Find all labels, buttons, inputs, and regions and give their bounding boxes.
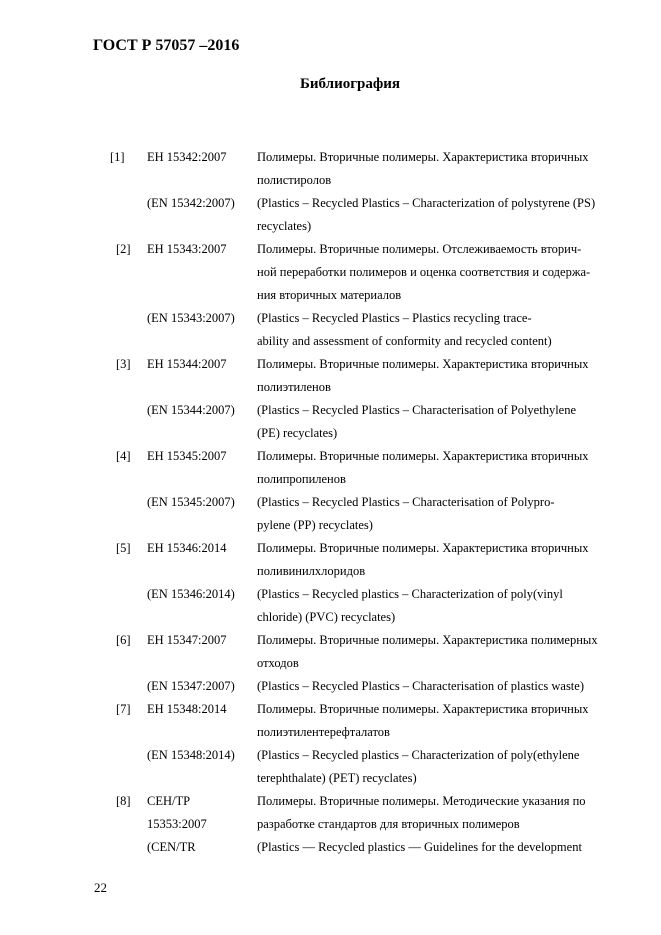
standard-title: Полимеры. Вторичные полимеры. Характеристика вторичных bbox=[257, 541, 589, 555]
entry-line bbox=[0, 537, 661, 560]
entry-line bbox=[0, 353, 661, 376]
entry-line bbox=[0, 192, 661, 215]
entry-number: [4] bbox=[116, 449, 131, 463]
entry-line bbox=[0, 744, 661, 767]
standard-title: полиэтиленов bbox=[257, 380, 331, 394]
standard-code: 15353:2007 bbox=[147, 817, 207, 831]
entry-line bbox=[0, 698, 661, 721]
entry-line bbox=[0, 376, 661, 399]
standard-title: Полимеры. Вторичные полимеры. Характеристика полимерных bbox=[257, 633, 598, 647]
entry-line bbox=[0, 422, 661, 445]
entry-number: [8] bbox=[116, 794, 131, 808]
standard-title: отходов bbox=[257, 656, 299, 670]
document-header: ГОСТ Р 57057 –2016 bbox=[93, 37, 240, 54]
standard-code: (EN 15345:2007) bbox=[147, 495, 235, 509]
standard-code: (EN 15344:2007) bbox=[147, 403, 235, 417]
standard-code: ЕН 15345:2007 bbox=[147, 449, 227, 463]
standard-code: (EN 15346:2014) bbox=[147, 587, 235, 601]
bibliography-list bbox=[0, 146, 661, 859]
entry-line bbox=[0, 238, 661, 261]
standard-code: ЕН 15348:2014 bbox=[147, 702, 227, 716]
standard-title: Полимеры. Вторичные полимеры. Характеристика вторичных bbox=[257, 150, 589, 164]
standard-title: Полимеры. Вторичные полимеры. Отслеживаемость вторич- bbox=[257, 242, 582, 256]
entry-line bbox=[0, 169, 661, 192]
bibliography-entry bbox=[0, 790, 661, 859]
entry-line bbox=[0, 675, 661, 698]
entry-line bbox=[0, 399, 661, 422]
bibliography-entry bbox=[0, 146, 661, 238]
standard-code: ЕН 15346:2014 bbox=[147, 541, 227, 555]
standard-title: (Plastics – Recycled Plastics – Characterisation of Polypro- bbox=[257, 495, 555, 509]
entry-line bbox=[0, 514, 661, 537]
standard-code: СЕН/ТР bbox=[147, 794, 191, 808]
standard-code: ЕН 15342:2007 bbox=[147, 150, 227, 164]
entry-line bbox=[0, 307, 661, 330]
entry-number: [7] bbox=[116, 702, 131, 716]
standard-code: (EN 15348:2014) bbox=[147, 748, 235, 762]
entry-line bbox=[0, 146, 661, 169]
bibliography-entry bbox=[0, 238, 661, 353]
standard-title: (Plastics – Recycled Plastics – Characterization of polystyrene (PS) bbox=[257, 196, 596, 210]
standard-title: разработке стандартов для вторичных полимеров bbox=[257, 817, 520, 831]
entry-line bbox=[0, 445, 661, 468]
standard-title: полистиролов bbox=[257, 173, 332, 187]
standard-title: (Plastics – Recycled plastics – Characterization of poly(ethylene bbox=[257, 748, 580, 762]
standard-title: (Plastics – Recycled plastics – Characterization of poly(vinyl bbox=[257, 587, 563, 601]
entry-line bbox=[0, 560, 661, 583]
entry-line bbox=[0, 468, 661, 491]
entry-line bbox=[0, 813, 661, 836]
entry-line bbox=[0, 330, 661, 353]
bibliography-entry bbox=[0, 698, 661, 790]
entry-number: [1] bbox=[110, 150, 125, 164]
standard-code: (EN 15343:2007) bbox=[147, 311, 235, 325]
standard-title: (Plastics — Recycled plastics — Guidelines for the development bbox=[257, 840, 582, 854]
standard-title: terephthalate) (PET) recyclates) bbox=[257, 771, 417, 785]
standard-title: (Plastics – Recycled Plastics – Plastics recycling trace- bbox=[257, 311, 532, 325]
standard-title: полиэтилентерефталатов bbox=[257, 725, 390, 739]
standard-title: recyclates) bbox=[257, 219, 312, 233]
entry-number: [6] bbox=[116, 633, 131, 647]
standard-title: Полимеры. Вторичные полимеры. Методические указания по bbox=[257, 794, 586, 808]
entry-line bbox=[0, 767, 661, 790]
standard-code: (CEN/TR bbox=[147, 840, 196, 854]
standard-title: Полимеры. Вторичные полимеры. Характеристика вторичных bbox=[257, 357, 589, 371]
bibliography-entry bbox=[0, 445, 661, 537]
section-title: Библиография bbox=[300, 76, 401, 92]
entry-line bbox=[0, 790, 661, 813]
standard-title: (Plastics – Recycled Plastics – Characterisation of Polyethylene bbox=[257, 403, 577, 417]
standard-title: chloride) (PVC) recyclates) bbox=[257, 610, 396, 624]
standard-code: ЕН 15343:2007 bbox=[147, 242, 227, 256]
entry-line bbox=[0, 606, 661, 629]
standard-title: полипропиленов bbox=[257, 472, 346, 486]
entry-line bbox=[0, 836, 661, 859]
standard-code: (EN 15347:2007) bbox=[147, 679, 235, 693]
standard-title: ability and assessment of conformity and recycled content) bbox=[257, 334, 552, 348]
entry-line bbox=[0, 629, 661, 652]
bibliography-entry bbox=[0, 353, 661, 445]
bibliography-entry bbox=[0, 629, 661, 698]
entry-line bbox=[0, 261, 661, 284]
entry-line bbox=[0, 284, 661, 307]
entry-line bbox=[0, 721, 661, 744]
entry-line bbox=[0, 491, 661, 514]
standard-title: (Plastics – Recycled Plastics – Characterisation of plastics waste) bbox=[257, 679, 584, 693]
standard-title: ния вторичных материалов bbox=[257, 288, 402, 302]
entry-number: [2] bbox=[116, 242, 131, 256]
standard-title: (PE) recyclates) bbox=[257, 426, 338, 440]
entry-line bbox=[0, 215, 661, 238]
entry-line bbox=[0, 652, 661, 675]
standard-title: pylene (PP) recyclates) bbox=[257, 518, 373, 532]
standard-title: поливинилхлоридов bbox=[257, 564, 366, 578]
standard-title: Полимеры. Вторичные полимеры. Характеристика вторичных bbox=[257, 449, 589, 463]
standard-title: ной переработки полимеров и оценка соответствия и содержа- bbox=[257, 265, 591, 279]
bibliography-entry bbox=[0, 537, 661, 629]
entry-line bbox=[0, 583, 661, 606]
standard-title: Полимеры. Вторичные полимеры. Характеристика вторичных bbox=[257, 702, 589, 716]
page-number: 22 bbox=[94, 880, 107, 895]
standard-code: ЕН 15347:2007 bbox=[147, 633, 227, 647]
entry-number: [5] bbox=[116, 541, 131, 555]
standard-code: (EN 15342:2007) bbox=[147, 196, 235, 210]
entry-number: [3] bbox=[116, 357, 131, 371]
standard-code: ЕН 15344:2007 bbox=[147, 357, 227, 371]
